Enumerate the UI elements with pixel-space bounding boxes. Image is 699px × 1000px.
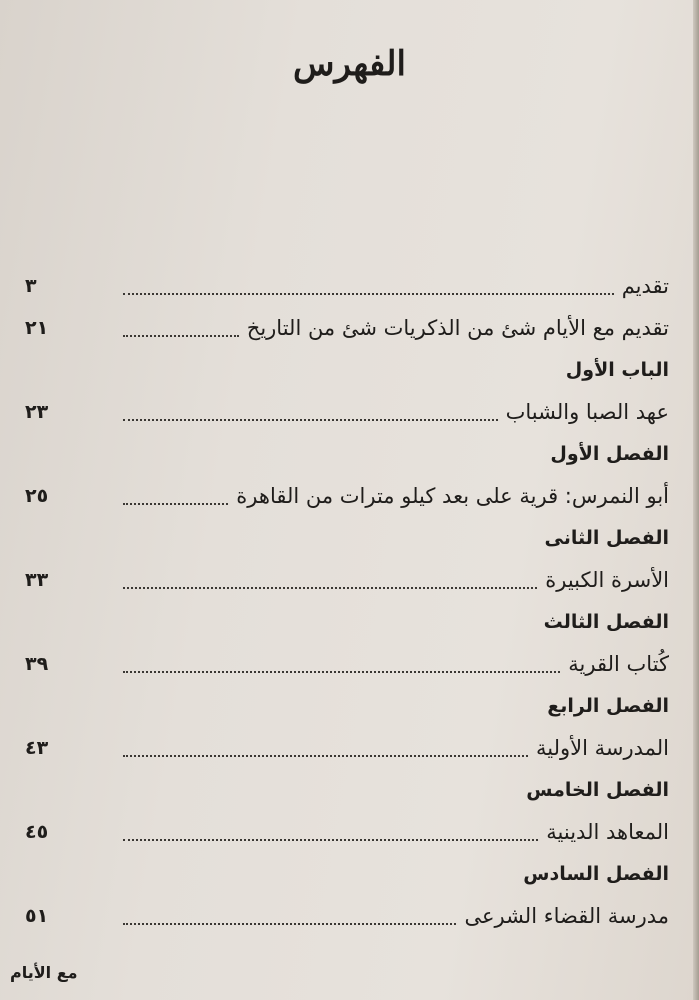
toc-entry-label: مدرسة القضاء الشرعى: [464, 904, 669, 928]
running-footer: مع الأيام: [10, 963, 78, 982]
page-title: الفهرس: [293, 44, 406, 84]
dot-leader: [123, 293, 614, 295]
toc-entry: [25, 475, 669, 517]
toc-entry-label: المعاهد الدينية: [546, 820, 669, 844]
toc-page-number: ٢٥: [25, 485, 49, 507]
dot-leader: [123, 755, 528, 757]
toc-entry-label: كُتاب القرية: [568, 652, 669, 676]
table-of-contents: [25, 265, 669, 937]
toc-entry-label: الأسرة الكبيرة: [545, 568, 669, 592]
toc-entry: [25, 391, 669, 433]
dot-leader: [123, 671, 560, 673]
toc-entry-label: تقديم: [621, 274, 669, 298]
toc-entry: [25, 643, 669, 685]
section-heading: الفصل الخامس: [526, 779, 669, 801]
dot-leader: [123, 419, 498, 421]
section-heading: الفصل السادس: [523, 863, 669, 885]
toc-page-number: ٤٥: [25, 821, 49, 843]
toc-page-number: ٣٩: [25, 653, 49, 675]
toc-entry-label: عهد الصبا والشباب: [505, 400, 669, 424]
toc-page-number: ٣٣: [25, 569, 49, 591]
toc-page-number: ٥١: [25, 905, 49, 927]
toc-page-number: ٣: [25, 275, 37, 297]
toc-entry: [25, 265, 669, 307]
section-heading: الباب الأول: [565, 359, 669, 381]
section-heading: الفصل الثالث: [543, 611, 669, 633]
toc-entry: [25, 727, 669, 769]
toc-page-number: ٢٣: [25, 401, 49, 423]
dot-leader: [123, 923, 456, 925]
section-heading: الفصل الثانى: [544, 527, 669, 549]
toc-entry: [25, 559, 669, 601]
dot-leader: [123, 335, 239, 337]
toc-entry-label: تقديم مع الأيام شئ من الذكريات شئ من التاريخ: [246, 316, 669, 340]
toc-entry: [25, 307, 669, 349]
toc-entry-label: المدرسة الأولية: [535, 736, 669, 760]
toc-page-number: ٢١: [25, 317, 49, 339]
page-edge-shadow: [693, 0, 699, 1000]
dot-leader: [123, 839, 538, 841]
toc-entry-label: أبو النمرس: قرية على بعد كيلو مترات من القاهرة: [236, 484, 669, 508]
toc-page-number: ٤٣: [25, 737, 49, 759]
toc-entry: [25, 811, 669, 853]
dot-leader: [123, 503, 228, 505]
section-heading: الفصل الأول: [550, 443, 669, 465]
dot-leader: [123, 587, 537, 589]
toc-entry: [25, 895, 669, 937]
section-heading: الفصل الرابع: [547, 695, 669, 717]
